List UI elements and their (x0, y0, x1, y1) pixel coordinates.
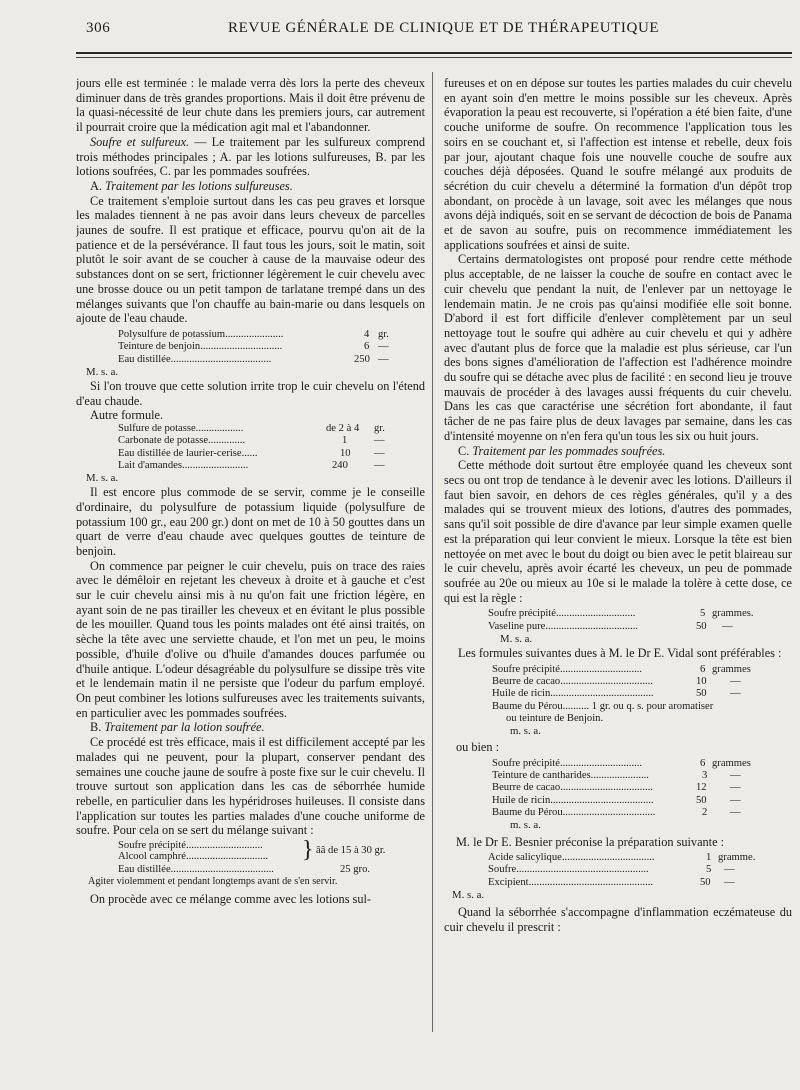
formula-line: Eau distillée....................................... 25 gro. (118, 864, 371, 876)
header-rule-thin (76, 57, 792, 58)
right-column (444, 76, 792, 1038)
header-rule (76, 52, 792, 54)
paragraph: Si l'on trouve que cette solution irrite trop le cuir chevelu on l'étend d'eau chaude. (76, 378, 425, 408)
formula-note: M. s. a. (86, 472, 119, 485)
formula-line: Soufre.................................................. 5 — (488, 864, 735, 876)
formula-line: Eau distillée de laurier-cerise...... 10 — (118, 447, 385, 459)
formula-line: Soufre précipité............................. (118, 840, 263, 852)
formula-line: Teinture de benjoin............................... 6 — (118, 341, 389, 353)
running-header (86, 20, 766, 44)
formula-6 (444, 758, 792, 832)
section-a-heading (76, 179, 425, 194)
formula-line: Lait d'amandes......................... 240 — (118, 459, 385, 471)
journal-title: REVUE GÉNÉRALE DE CLINIQUE ET DE THÉRAPEUTIQUE (228, 20, 660, 36)
formula-line: Excipient............................................... 50 — (488, 876, 735, 888)
paragraph: M. le Dr E. Besnier préconise la préparation suivante : (456, 835, 725, 850)
formula-line: ou teinture de Benjoin. (506, 712, 604, 724)
column-divider (432, 72, 433, 1032)
section-label: B. (90, 720, 105, 735)
brace-glyph: } (302, 837, 314, 864)
section-title: Traitement par les lotions sulfureuses. (105, 178, 293, 193)
section-title: Traitement par la lotion soufrée. (104, 720, 265, 735)
paragraph: Les formules suivantes dues à M. le Dr E. Vidal sont préférables : (458, 645, 782, 660)
formula-line: Sulfure de potasse.................. de 2 à 4 gr. (118, 422, 385, 434)
formula-2 (76, 423, 425, 485)
formula-3 (76, 837, 425, 889)
paragraph: Cette méthode doit surtout être employée quand les cheveux sont secs ou ont trop de tendance à le devenir avec les lotions. D'ailleurs il faut bien savoir, en dehors de ces règles générales, qu'il y a des malades qui se trouvent mieux des lotions, d'autres des pommades, sans qu'il soit possible de dire d'avance par leur simple examen quelle est la préparation qui leur convient le mieux. Lorsque la tête est bien nettoyée on met avec le bout du doigt ou bien avec le petit blaireau sur le cuir chevelu, après avoir écarté les cheveux, un peu de pommade soufrée au 20e ou mieux au 10e si le malade la tolère à cette dose, ce qui est la règle : (444, 458, 792, 605)
page-number: 306 (86, 20, 111, 36)
section-text: — Le traitement par les sulfureux comprend trois méthodes principales ; A. par les lotions sulfureuses, B. par les lotions soufrées, C. par les pommades soufrées. (76, 134, 425, 179)
section-title: Traitement par les pommades soufrées. (472, 443, 666, 458)
formula-line: Eau distillée...................................... 250 — (118, 353, 389, 365)
section-c-heading (444, 444, 792, 459)
formula-line: Alcool camphré............................... (118, 851, 269, 863)
formula-line: Carbonate de potasse.............. 1 — (118, 435, 385, 447)
formula-4 (444, 608, 792, 646)
paragraph: Il est encore plus commode de se servir, comme je le conseille d'ordinaire, du polysulfure de potassium liquide (polysulfure de potassium 100 gr., eau 200 gr.) dont on met de 10 à 50 gouttes dans un quart de verre d'eau chaude avec quelques gouttes de teinture de benjoin. (76, 485, 425, 558)
paragraph: Quand la séborrhée s'accompagne d'inflammation eczémateuse du cuir chevelu il prescrit : (444, 904, 792, 934)
formula-line: Soufre précipité............................... 6 grammes (492, 663, 751, 675)
formula-line: Beurre de cacao................................... 10 — (492, 675, 741, 687)
paragraph: Ce traitement s'emploie surtout dans les cas peu graves et lorsque les malades tiennent à ne pas avoir dans leurs cheveux de parcelles jaunes de soufre. Il est pratique et efficace, pourvu qu'on ait de la patience et de la persévérance. Il faut tous les jours, soit le matin, soit plutôt le soir avant de se coucher à cause de la mauvaise odeur des substances dont on se sert, frictionner légèrement le cuir chevelu avec une brosse douce ou un petit tampon de tarlatane trempé dans un des mélanges suivants que l'on chauffe au bain-marie ou dans lesquels on ajoute de l'eau chaude. (76, 193, 425, 326)
section-label: A. (90, 178, 106, 193)
paragraph: On procède avec ce mélange comme avec les lotions sul- (90, 891, 372, 906)
left-column (76, 76, 425, 1054)
formula-note: M. s. a. (86, 365, 119, 378)
formula-note: M. s. a. (452, 888, 485, 901)
formula-instruction: Agiter violemment et pendant longtemps avant de s'en servir. (88, 876, 338, 888)
formula-7 (444, 852, 792, 902)
paragraph: fureuses et on en dépose sur toutes les parties malades du cuir chevelu en ayant soin d'en mettre le moins possible sur les cheveux. Après évaporation la peau est recouverte, si l'opération a été bien faite, d'une couche uniforme de soufre. On recommence l'application tous les soirs en se couchant et, si l'affection est intense et rebelle, deux fois par jour, ajoutant chaque fois une nouvelle couche de soufre aux couches déjà déposées. Quand le soufre mélangé aux produits de sécrétion du cuir chevelu a déterminé la formation d'un dépôt trop abondant, on procède à un lavage, soit avec les mélanges que nous avons déjà indiqués, soit en se servant de décoction de bois de Panama et de savon au soufre, puis on recommence immédiatement les applications soufrées et ainsi de suite. (444, 76, 792, 252)
formula-note: M. s. a. (500, 632, 533, 645)
paragraph: Ce procédé est très efficace, mais il est difficilement accepté par les malades qui ne peuvent, pour la plupart, conserver pendant des semaines une couche jaune de soufre à poste fixe sur le cuir chevelu. Il trouve surtout son application dans les cas de séborrhée humide rebelle, en particulier dans les hypéridroses huileuses. Il consiste dans l'application sur toutes les parties malades d'une couche uniforme de soufre. Pour cela on se sert du mélange suivant : (76, 735, 425, 838)
formula-line: Polysulfure de potassium...................... 4 gr. (118, 328, 389, 340)
formula-5 (444, 664, 792, 738)
subheading: ou bien : (456, 740, 500, 755)
formula-line: Huile de ricin....................................... 50 — (492, 794, 741, 806)
formula-line: Acide salicylique................................... 1 gramme. (488, 851, 756, 863)
formula-line: Beurre de cacao................................... 12 — (492, 782, 741, 794)
formula-note: m. s. a. (510, 725, 541, 738)
formula-quantity: ââ de 15 à 30 gr. (316, 845, 386, 857)
paragraph: jours elle est terminée : le malade verra dès lors la perte des cheveux diminuer dans de très grandes proportions. Mais il doit être prévenu de la quasi-nécessité de leur chute dans les premiers jours, car autrement il pourrait croire que la médication agit mal et l'abandonner. (76, 76, 425, 135)
formula-line: Soufre précipité.............................. 5 grammes. (488, 608, 754, 620)
formula-line: Soufre précipité............................... 6 grammes (492, 757, 751, 769)
paragraph: On commence par peigner le cuir chevelu, puis on trace des raies avec le démêloir en rejetant les cheveux à droite et à gauche et c'est sur le cuir chevelu ainsi mis à nu qu'on fait une friction légère, en ayant soin de ne pas tirailler les cheveux et en évitant le plus possible de les mouiller. Quand tous les points malades ont été ainsi traités, on sèche la tête avec une serviette chaude, et l'on met un peu, le moins possible, d'huile d'olive ou d'huile d'amandes douces parfumée ou d'huile antique. L'odeur désagréable du polysulfure se dissipe très vite et le lendemain matin il ne persiste que l'odeur du parfum employé. On peut combiner les lotions sulfureuses avec les traitements suivants, en particulier avec les pommades soufrées. (76, 558, 425, 720)
paragraph: Certains dermatologistes ont proposé pour rendre cette méthode plus acceptable, de ne laisser la couche de soufre en contact avec le cuir chevelu que pendant la nuit, de l'enlever par un nettoyage le lendemain matin. Je ne crois pas qu'ainsi modifiée elle soit bonne. D'abord il est fort difficile d'enlever complètement par un seul nettoyage tout le soufre qui adhère au cuir chevelu et qui y adhère avec d'autant plus de force que la maladie est plus sérieuse, car l'un des bons signes d'amélioration de l'affection est l'adhérence moindre du soufre qui se détache avec plus de facilité : en second lieu je trouve mauvais de procéder à des lavages aussi fréquents du cuir chevelu. Dans les cas que caractérise une sécrétion fort abondante, il faut tâcher de ne pas faire plus de deux lavages par semaine, dans les cas d'intensité moyenne on n'en fera qu'un tous les six ou huit jours. (444, 252, 792, 443)
formula-line: Teinture de cantharides...................... 3 — (492, 770, 741, 782)
formula-line: Baume du Pérou.......... 1 gr. ou q. s. pour aromatiser (492, 700, 714, 712)
section-b-heading (76, 720, 425, 735)
formula-1 (76, 329, 425, 379)
formula-brace-group (76, 837, 425, 864)
section-label: C. (458, 443, 473, 458)
formula-note: m. s. a. (510, 819, 541, 832)
subheading: Autre formule. (90, 408, 164, 423)
section-soufre (76, 135, 425, 179)
section-title: Soufre et sulfureux. (90, 134, 190, 149)
formula-line: Huile de ricin....................................... 50 — (492, 688, 741, 700)
formula-line: Baume du Pérou................................... 2 — (492, 806, 741, 818)
formula-line: Vaseline pure................................... 50 — (488, 620, 733, 632)
